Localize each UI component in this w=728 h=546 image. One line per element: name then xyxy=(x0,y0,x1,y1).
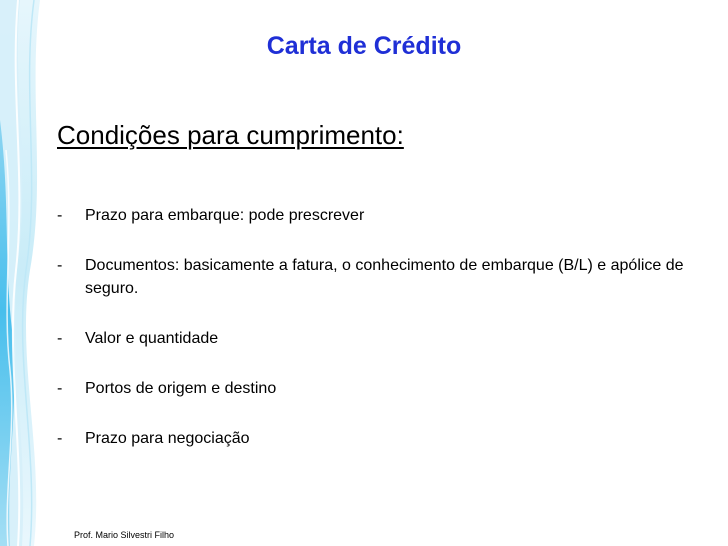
bullet-item xyxy=(57,204,697,227)
bullet-marker: - xyxy=(57,207,63,224)
bullet-text: Documentos: basicamente a fatura, o conhecimento de embarque (B/L) e apólice de seguro. xyxy=(85,257,684,297)
bullet-marker: - xyxy=(57,380,63,397)
bullet-text: Prazo para embarque: pode prescrever xyxy=(85,207,365,224)
footer-author: Prof. Mario Silvestri Filho xyxy=(74,530,175,540)
left-wave-decoration xyxy=(0,0,58,546)
bullet-list xyxy=(57,204,697,477)
bullet-item xyxy=(57,377,697,400)
bullet-item xyxy=(57,327,697,350)
bullet-marker: - xyxy=(57,257,63,274)
bullet-item xyxy=(57,427,697,450)
bullet-text: Portos de origem e destino xyxy=(85,380,277,397)
section-heading: Condições para cumprimento: xyxy=(57,120,404,150)
bullet-marker: - xyxy=(57,330,63,347)
bullet-text: Prazo para negociação xyxy=(85,430,250,447)
bullet-item xyxy=(57,254,697,300)
bullet-text: Valor e quantidade xyxy=(85,330,219,347)
slide-title: Carta de Crédito xyxy=(266,32,462,60)
bullet-marker: - xyxy=(57,430,63,447)
